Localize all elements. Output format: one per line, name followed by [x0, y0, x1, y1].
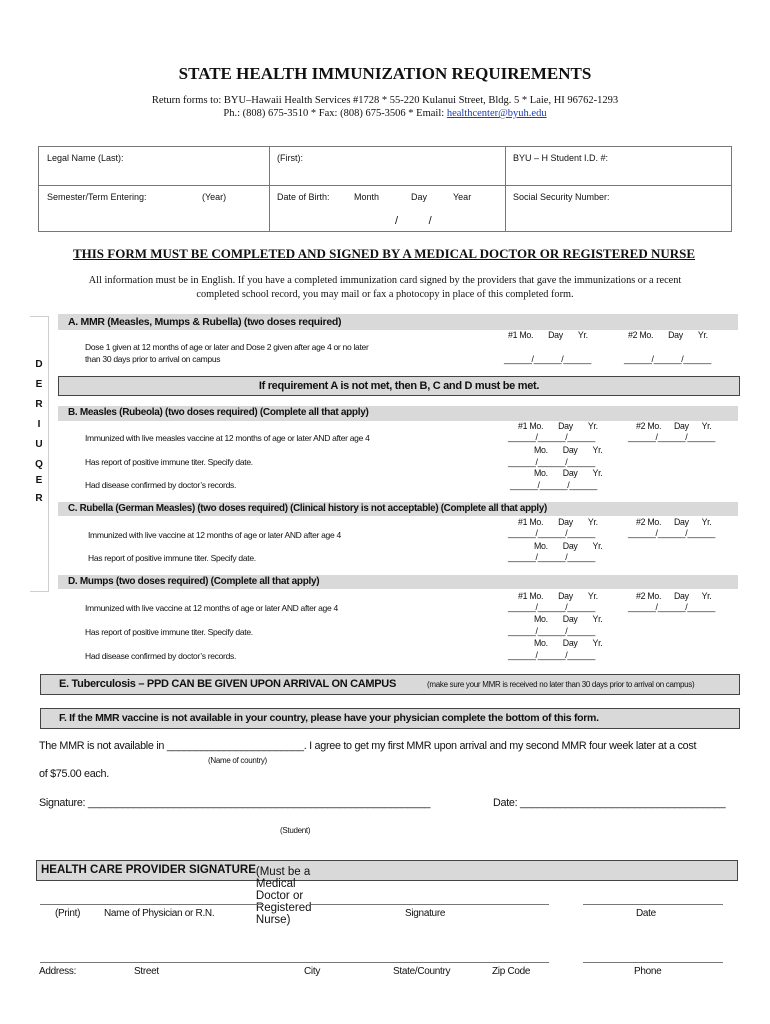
address-line[interactable]: [40, 962, 549, 963]
a-dose1-header: #1 Mo. Day Yr.: [508, 330, 588, 340]
section-b-header: B. Measles (Rubeola) (two doses required) (Complete all that apply): [58, 406, 738, 421]
zip-label: Zip Code: [492, 966, 531, 977]
dob-slashes: / /: [395, 215, 432, 227]
date-label: Date: [636, 908, 656, 919]
email-link[interactable]: healthcenter@byuh.edu: [446, 108, 547, 119]
b-titer-header: Mo. Day Yr.: [534, 445, 603, 455]
c-dose1-header: #1 Mo. Day Yr.: [518, 517, 598, 527]
form-title: STATE HEALTH IMMUNIZATION REQUIREMENTS: [178, 64, 592, 83]
section-c-item-1: Immunized with live vaccine at 12 months of age or later AND after age 4: [88, 530, 341, 540]
b-disease-date[interactable]: ______/______/______: [510, 480, 597, 490]
provider-date-line[interactable]: [583, 904, 723, 905]
c-titer-header: Mo. Day Yr.: [534, 541, 603, 551]
c-dose2-date[interactable]: ______/______/______: [628, 528, 715, 538]
d-titer-header: Mo. Day Yr.: [534, 614, 603, 624]
phone-label: Phone: [634, 966, 662, 977]
phone-line[interactable]: [583, 962, 723, 963]
section-a-header: A. MMR (Measles, Mumps & Rubella) (two doses required): [58, 314, 738, 330]
legal-name-field[interactable]: Legal Name (Last):: [47, 153, 124, 163]
required-vertical-label: D E R I U Q E R: [30, 316, 49, 592]
student-label: (Student): [280, 826, 311, 835]
street-label: Street: [134, 966, 159, 977]
provider-signature-header: HEALTH CARE PROVIDER SIGNATURE (Must be a Medical Doctor or Registered Nurse): [36, 860, 738, 881]
section-a-line-1: Dose 1 given at 12 months of age or later and Dose 2 given after age 4 or no later: [85, 342, 369, 352]
print-label: (Print): [55, 908, 81, 919]
a-dose1-date[interactable]: ______/______/______: [504, 354, 591, 364]
physician-signature-line[interactable]: [311, 904, 549, 905]
section-a-line-2: than 30 days prior to arrival on campus: [85, 354, 221, 364]
section-e-header: E. Tuberculosis – PPD CAN BE GIVEN UPON ARRIVAL ON CAMPUS (make sure your MMR is received no later than 30 days prior to arrival on campus): [40, 674, 740, 695]
contact-line: [0, 108, 770, 119]
signature-label: Signature: [405, 908, 446, 919]
section-d-item-2: Has report of positive immune titer. Specify date.: [85, 627, 253, 637]
conditional-note: If requirement A is not met, then B, C and D must be met.: [58, 376, 740, 396]
d-dose2-header: #2 Mo. Day Yr.: [636, 591, 712, 601]
student-signature-field[interactable]: Signature: ____________________________________________________________: [39, 797, 431, 809]
section-b-item-3: Had disease confirmed by doctor’s records.: [85, 480, 237, 490]
section-d-header: D. Mumps (two doses required) (Complete all that apply): [58, 575, 738, 589]
mmr-unavailable-text: The MMR is not available in ________________________. I agree to get my first MMR upon arrival and my second MMR four week later at a cost: [39, 740, 697, 752]
dob-field[interactable]: Date of Birth:: [277, 192, 330, 202]
state-label: State/Country: [393, 966, 451, 977]
dob-month-label: Month: [354, 192, 380, 202]
semester-field[interactable]: Semester/Term Entering:: [47, 192, 147, 202]
section-c-item-2: Has report of positive immune titer. Specify date.: [88, 553, 256, 563]
physician-name-label: Name of Physician or R.N.: [104, 908, 215, 919]
c-titer-date[interactable]: ______/______/______: [508, 552, 595, 562]
section-d-item-3: Had disease confirmed by doctor’s records.: [85, 651, 237, 661]
b-titer-date[interactable]: ______/______/______: [508, 457, 595, 467]
d-titer-date[interactable]: ______/______/______: [508, 626, 595, 636]
section-b-item-2: Has report of positive immune titer. Specify date.: [85, 457, 253, 467]
d-disease-date[interactable]: ______/______/______: [508, 650, 595, 660]
notice-line-1: All information must be in English. If you have a completed immunization card signed by the providers that gave the immunizations or a recent: [88, 275, 682, 286]
section-f-header: F. If the MMR vaccine is not available in your country, please have your physician complete the bottom of this form.: [40, 708, 740, 729]
d-disease-header: Mo. Day Yr.: [534, 638, 603, 648]
c-dose1-date[interactable]: ______/______/______: [508, 528, 595, 538]
a-dose2-date[interactable]: ______/______/______: [624, 354, 711, 364]
ssn-field[interactable]: Social Security Number:: [513, 192, 610, 202]
mmr-cost-text: of $75.00 each.: [39, 768, 109, 780]
contact-text: Ph.: (808) 675-3510 * Fax: (808) 675-3506 * Email:: [223, 108, 445, 119]
first-name-field[interactable]: (First):: [277, 153, 303, 163]
year-label: (Year): [202, 192, 227, 202]
section-c-header: C. Rubella (German Measles) (two doses required) (Clinical history is not acceptable) (Complete all that apply): [58, 502, 738, 516]
dob-day-label: Day: [411, 192, 428, 202]
section-b-item-1: Immunized with live measles vaccine at 12 months of age or later AND after age 4: [85, 433, 370, 443]
b-dose2-date[interactable]: ______/______/______: [628, 432, 715, 442]
d-dose1-header: #1 Mo. Day Yr.: [518, 591, 598, 601]
address-label: Address:: [39, 966, 77, 977]
d-dose2-date[interactable]: ______/______/______: [628, 602, 715, 612]
d-dose1-date[interactable]: ______/______/______: [508, 602, 595, 612]
city-label: City: [304, 966, 321, 977]
student-info-grid: [38, 146, 732, 232]
notice-heading: THIS FORM MUST BE COMPLETED AND SIGNED BY A MEDICAL DOCTOR OR REGISTERED NURSE: [72, 246, 696, 261]
student-id-field[interactable]: BYU – H Student I.D. #:: [513, 153, 609, 163]
b-dose1-header: #1 Mo. Day Yr.: [518, 421, 598, 431]
b-disease-header: Mo. Day Yr.: [534, 468, 603, 478]
physician-name-line[interactable]: [40, 904, 264, 905]
student-date-field[interactable]: Date: ____________________________________: [493, 797, 726, 809]
country-hint: (Name of country): [208, 756, 267, 765]
a-dose2-header: #2 Mo. Day Yr.: [628, 330, 708, 340]
notice-line-2: completed school record, you may mail or fax a photocopy in place of this completed form.: [196, 289, 574, 300]
b-dose2-header: #2 Mo. Day Yr.: [636, 421, 712, 431]
dob-year-label: Year: [453, 192, 472, 202]
return-address: Return forms to: BYU–Hawaii Health Services #1728 * 55-220 Kulanui Street, Bldg. 5 * Laie, HI 96762-1293: [151, 95, 619, 106]
section-d-item-1: Immunized with live vaccine at 12 months of age or later AND after age 4: [85, 603, 338, 613]
b-dose1-date[interactable]: ______/______/______: [508, 432, 595, 442]
c-dose2-header: #2 Mo. Day Yr.: [636, 517, 712, 527]
